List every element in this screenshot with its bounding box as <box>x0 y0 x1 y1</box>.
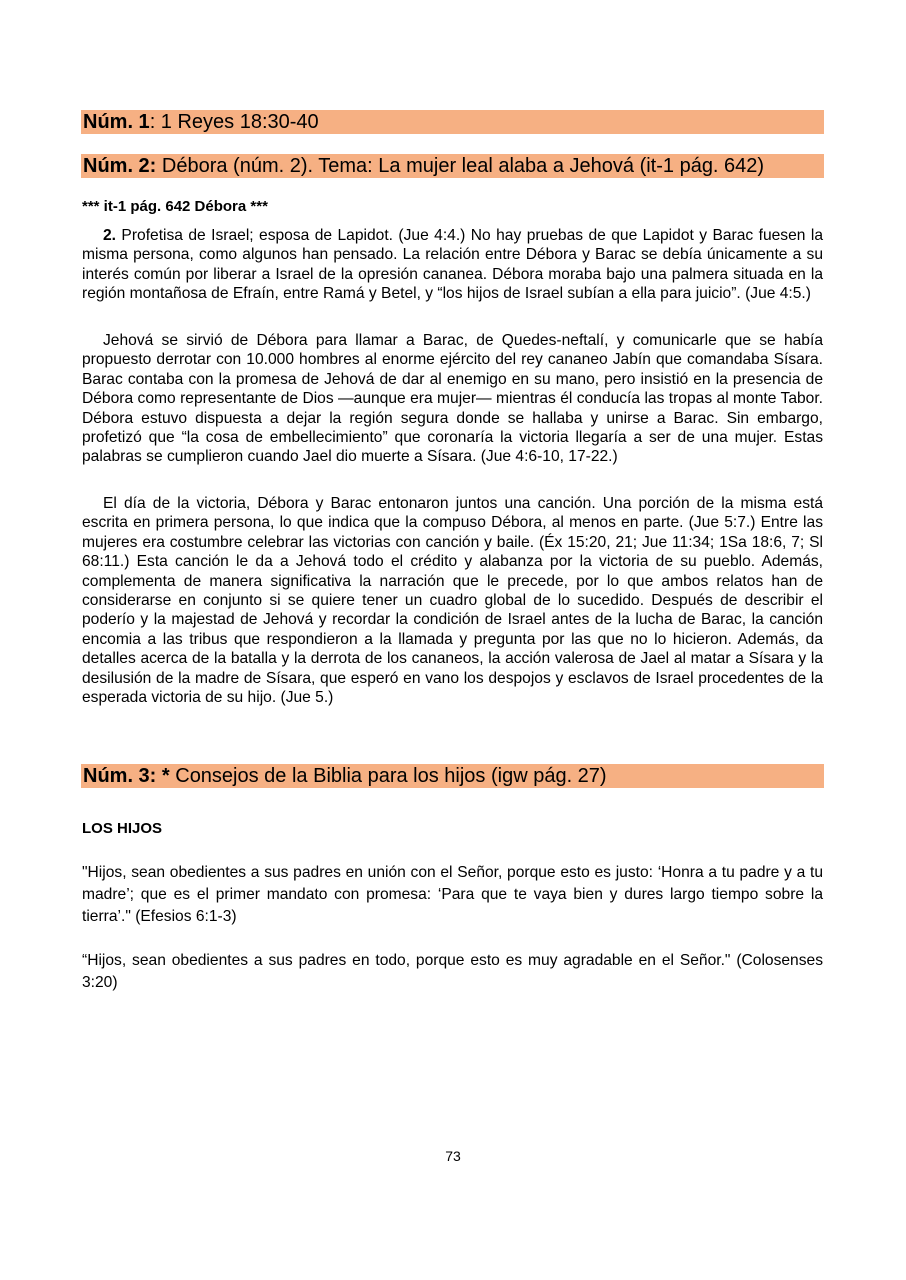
heading-text: : 1 Reyes 18:30-40 <box>149 111 319 133</box>
paragraph-1 <box>82 226 823 304</box>
paragraph-2: Jehová se sirvió de Débora para llamar a Barac, de Quedes-neftalí, y comunicarle que se había propuesto derrotar con 10.000 hombres al enorme ejército del rey cananeo Jabín que comandaba Sísara. Barac contaba con la promesa de Jehová de dar al enemigo en su mano, pero insistió en la presencia de Débora como representante de Dios —aunque era mujer— mientras él conducía las tropas al monte Tabor. Débora estuvo dispuesta a dejar la región segura donde se hallaba y unirse a Barac. Sin embargo, profetizó que “la cosa de embellecimiento” que coronaría la victoria llegaría a ser de una mujer. Estas palabras se cumplieron cuando Jael dio muerte a Sísara. (Jue 4:6-10, 17-22.) <box>82 332 823 466</box>
heading-text: Consejos de la Biblia para los hijos (igw pág. 27) <box>169 765 607 787</box>
heading-num-label: Núm. 3: * <box>83 765 170 787</box>
heading-num-3 <box>81 764 824 788</box>
page-number: 73 <box>445 1148 461 1164</box>
reference-title: *** it-1 pág. 642 Débora *** <box>82 198 268 215</box>
bible-quote-1: "Hijos, sean obedientes a sus padres en unión con el Señor, porque esto es justo: ‘Honra a tu padre y a tu madre’; que es el primer mandato con promesa: ‘Para que te vaya bien y dures largo tiempo sobre la tierra’." (Efesios 6:1-3) <box>82 864 823 925</box>
paragraph-number: 2. <box>103 227 117 244</box>
heading-num-label: Núm. 1 <box>83 111 150 133</box>
heading-text: Débora (núm. 2). Tema: La mujer leal alaba a Jehová (it-1 pág. 642) <box>156 155 765 177</box>
paragraph-text: Profetisa de Israel; esposa de Lapidot. (Jue 4:4.) No hay pruebas de que Lapidot y Barac fuesen la misma persona, como algunos han pensado. La relación entre Débora y Barac se debía únicamente a su interés común por liberar a Israel de la opresión cananea. Débora moraba bajo una palmera situada en la región montañosa de Efraín, entre Ramá y Betel, y “los hijos de Israel subían a ella para juicio”. (Jue 4:5.) <box>82 227 823 303</box>
bible-quote-2: “Hijos, sean obedientes a sus padres en todo, porque esto es muy agradable en el Señor." (Colosenses 3:20) <box>82 952 823 991</box>
heading-num-2 <box>81 154 824 178</box>
paragraph-3: El día de la victoria, Débora y Barac entonaron juntos una canción. Una porción de la misma está escrita en primera persona, lo que indica que la compuso Débora, al menos en parte. (Jue 5:7.) Entre las mujeres era costumbre celebrar las victorias con canción y baile. (Éx 15:20, 21; Jue 11:34; 1Sa 18:6, 7; Sl 68:11.) Esta canción le da a Jehová todo el crédito y alabanza por la victoria de su pueblo. Además, complementa de manera significativa la narración que le precede, por lo que ambos relatos han de considerarse en conjunto si se quiere tener un cuadro global de lo sucedido. Después de describir el poderío y la majestad de Jehová y recordar la condición de Israel antes de la lucha de Barac, la canción encomia a las tribus que respondieron a la llamada y pregunta por las que no lo hicieron. Además, da detalles acerca de la batalla y la derrota de los cananeos, la acción valerosa de Jael al matar a Sísara y la desilusión de la madre de Sísara, que esperó en vano los despojos y esclavos de Israel procedentes de la esperada victoria de su hijo. (Jue 5.) <box>82 495 823 707</box>
heading-num-label: Núm. 2: <box>83 155 157 177</box>
section-subtitle: LOS HIJOS <box>82 820 163 837</box>
heading-num-1 <box>81 110 824 134</box>
